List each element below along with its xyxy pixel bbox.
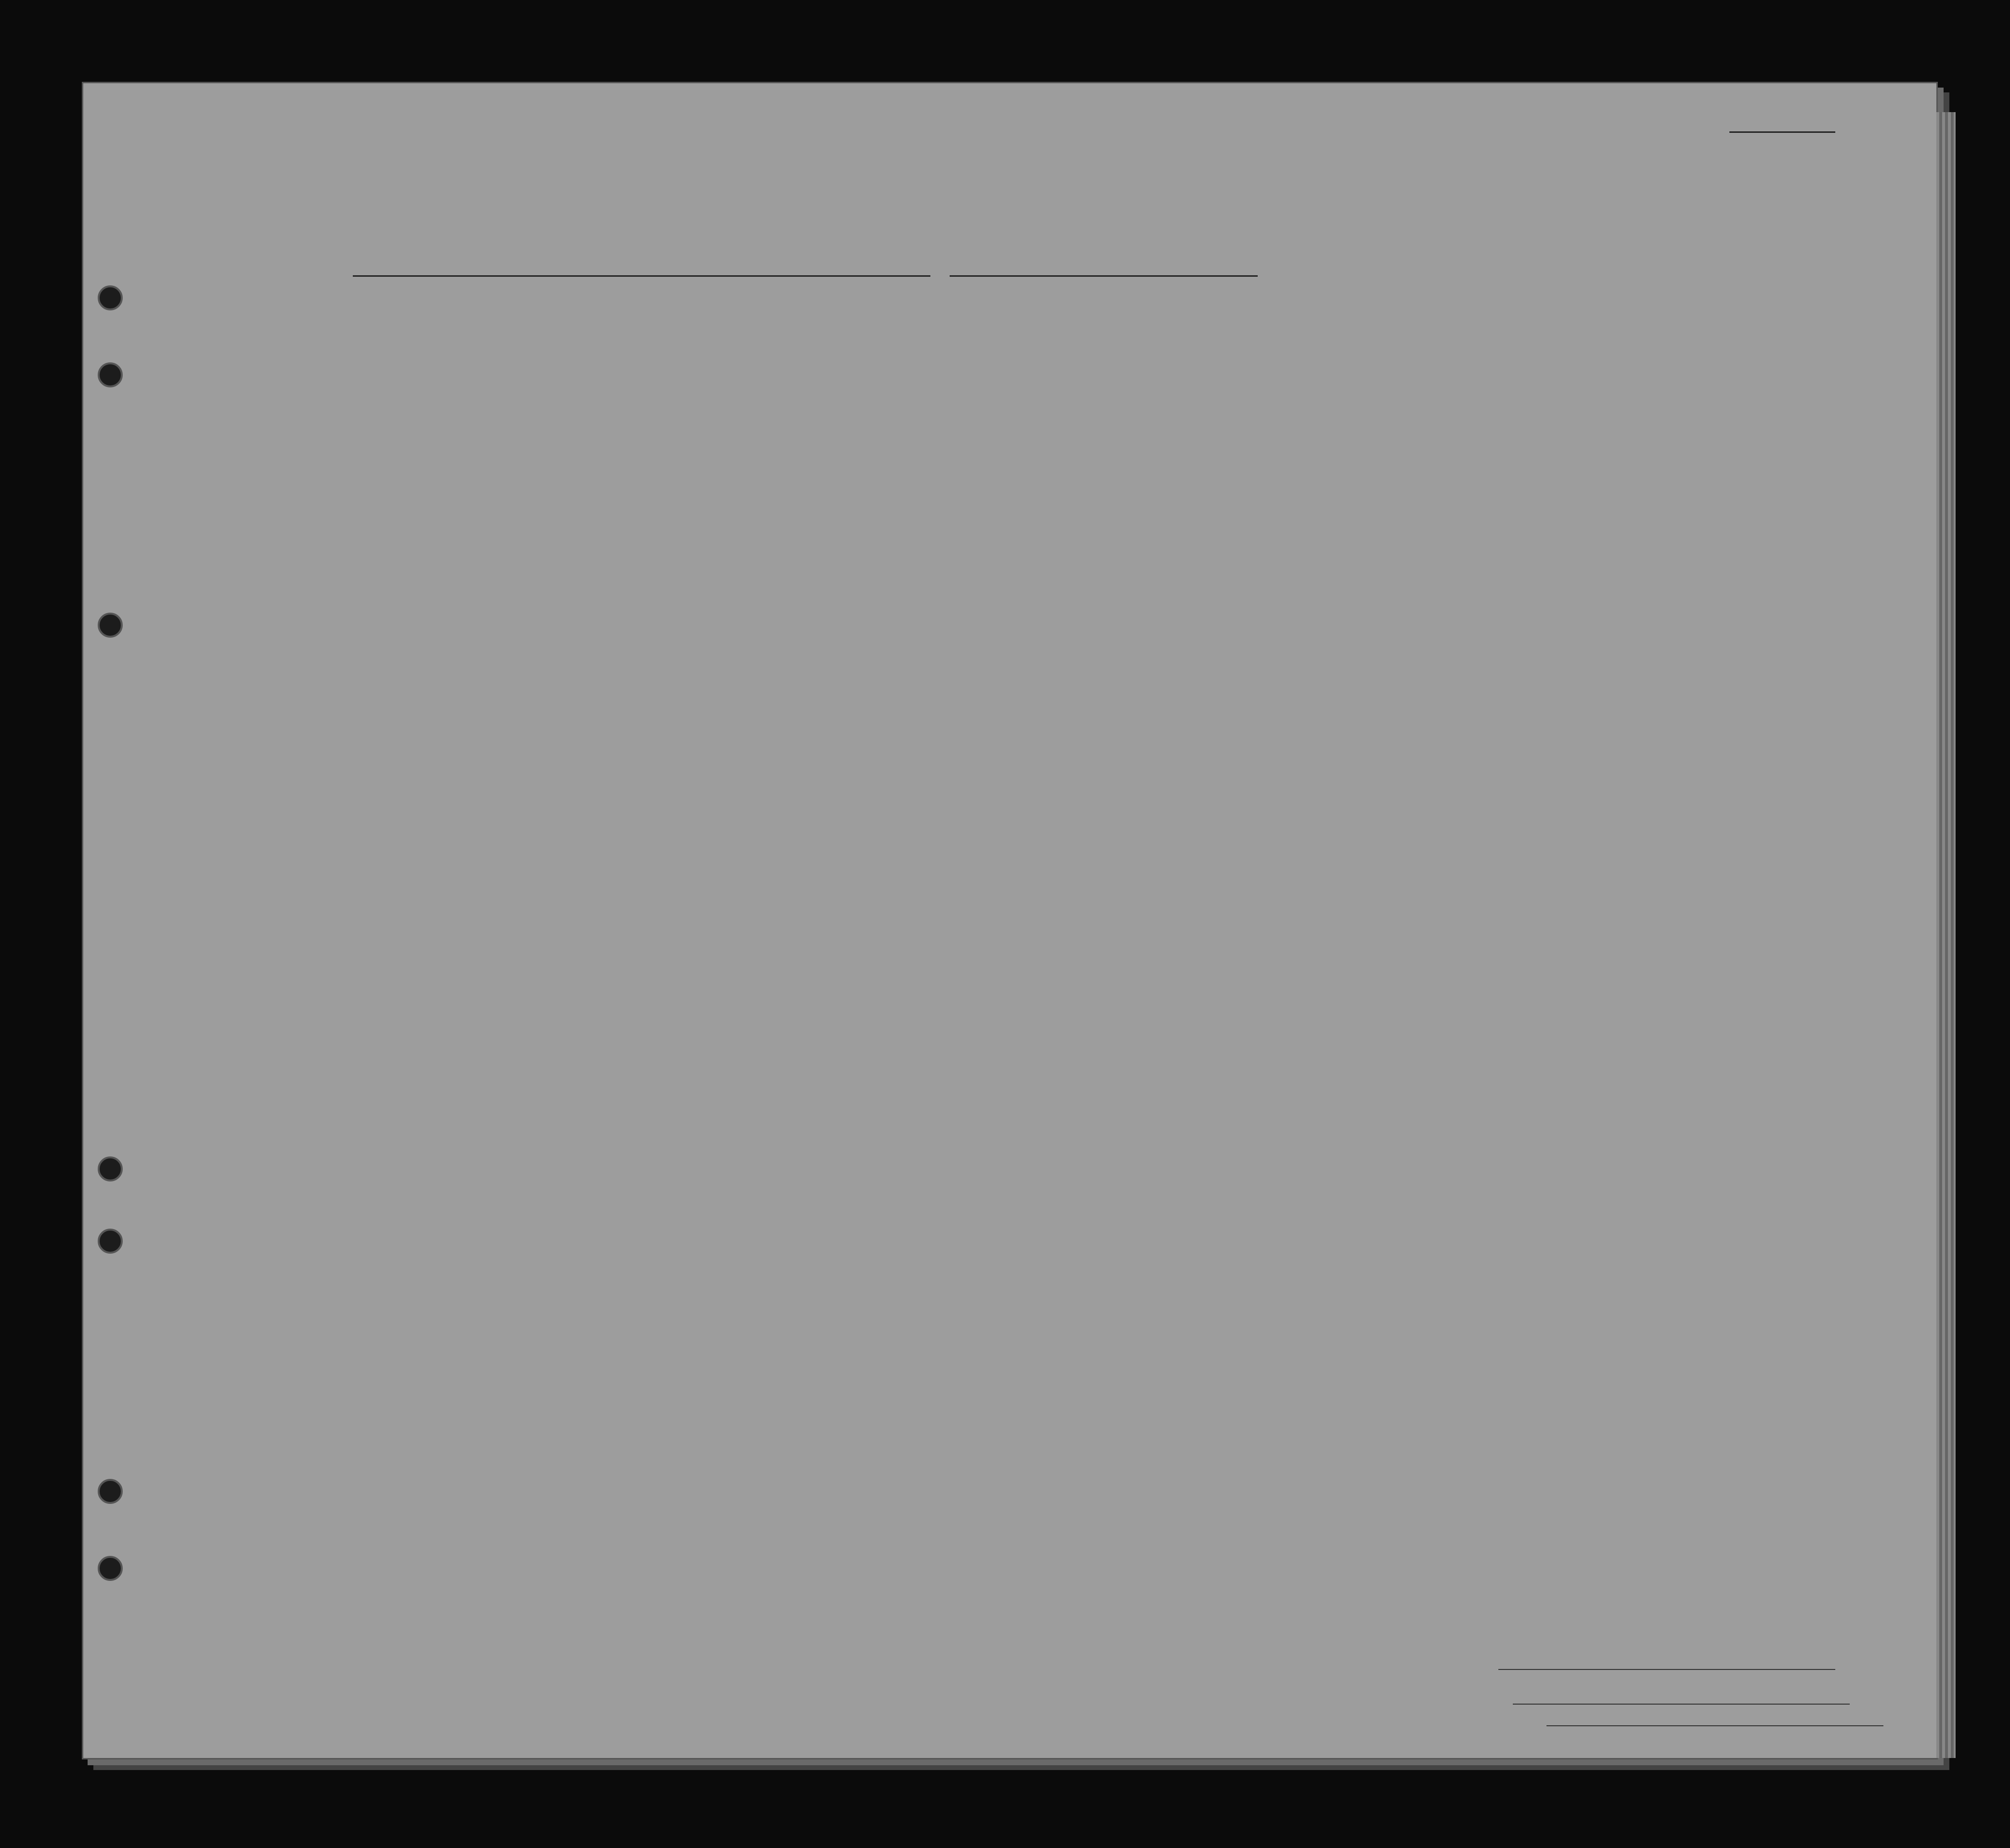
binder-hole-icon <box>98 1156 123 1181</box>
binder-hole-icon <box>98 362 123 387</box>
binder-hole-icon <box>98 613 123 638</box>
list-underline <box>1729 131 1835 133</box>
binder-hole-icon <box>98 1229 123 1254</box>
local-agents-underline <box>1546 1725 1883 1726</box>
manifest-sheet <box>82 82 1938 1759</box>
owners-underline <box>1513 1704 1850 1705</box>
port-field <box>353 260 930 277</box>
manifest-table <box>141 281 1874 1599</box>
binder-hole-icon <box>98 1556 123 1581</box>
stacked-page-edges <box>1936 112 1956 1758</box>
binder-hole-icon <box>98 1479 123 1504</box>
binder-hole-icon <box>98 285 123 310</box>
line-underline <box>1498 1669 1835 1670</box>
date-field <box>950 260 1258 277</box>
